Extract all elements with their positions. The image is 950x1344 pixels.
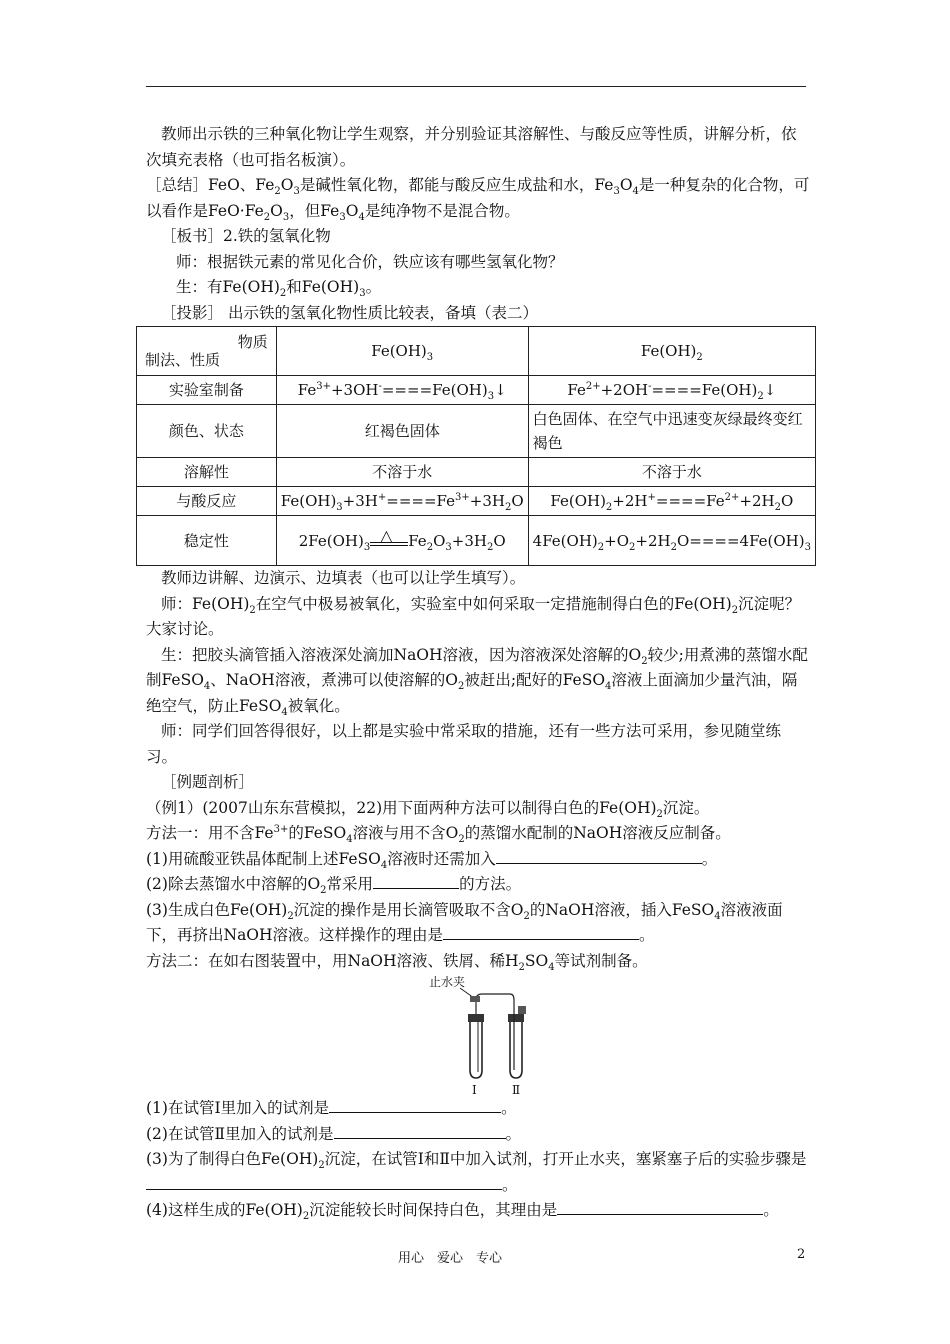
header-feoh3: $Fe(OH)_3$ [276, 327, 528, 376]
question-1-2: (2)除去蒸馏水中溶解的$O_2$常采用 的方法。 [146, 872, 811, 898]
paragraph-summary: ［总结］FeO、$Fe_2O_3$是碱性氧化物，都能与酸反应生成盐和水，$Fe_3O_4$是一种复杂的化合物，可以看作是$FeO\cdot Fe_2O_3$，但$Fe_3O_4$是纯净物不是混合物。 [146, 176, 810, 223]
cell-acid-fe3: $Fe(OH)_3+3H^+====Fe^{3+}+3H_2O$ [276, 487, 528, 516]
clamp-label: 止水夹 [429, 975, 466, 989]
question-1-1: (1)用硫酸亚铁晶体配制上述FeSO$_4$溶液时还需加入 。 [146, 847, 811, 873]
projection-label: ［投影］ [161, 303, 224, 322]
question-2-2: (2)在试管Ⅱ里加入的试剂是 。 [146, 1122, 811, 1148]
method-two: 方法二：在如右图装置中，用NaOH溶液、铁屑、稀$H_2SO_4$等试剂制备。 [146, 951, 648, 973]
clamp-icon [470, 996, 480, 1002]
answer-blank[interactable] [443, 923, 639, 940]
student-answer-2: 生：把胶头滴管插入溶液深处滴加NaOH溶液，因为溶液深处溶解的$O_2$较少;用煮沸的蒸馏水配制FeSO$_4$、NaOH溶液，煮沸可以使溶解的$O_2$被赶出;配好的FeSO$_4$溶液上面滴加少量汽油，隔绝空气，防止FeSO$_4$被氧化。 [146, 645, 808, 718]
header-substance: 物质 [237, 333, 268, 351]
board-label: ［板书］ [161, 227, 224, 245]
question-1-3: (3)生成白色$Fe(OH)_2$沉淀的操作是用长滴管吸取不含$O_2$的NaOH溶液，插入FeSO$_4$溶液液面下，再挤出NaOH溶液。这样操作的理由是 。 [146, 900, 783, 944]
footer-motto: 用心 爱心 专心 [398, 1251, 503, 1266]
cell-prep-fe3: $Fe^{3+}+3OH^-====Fe(OH)_3↓$ [276, 376, 528, 405]
paragraph-board [146, 224, 811, 250]
row-label-stability: 稳定性 [137, 516, 277, 566]
answer-blank[interactable] [373, 872, 459, 889]
cell-color-fe2: 白色固体、在空气中迅速变灰绿最终变红褐色 [528, 405, 815, 458]
cell-prep-fe2: $Fe^{2+}+2OH^-====Fe(OH)_2↓$ [528, 376, 815, 405]
summary-label: ［总结］ [146, 176, 209, 194]
method-one: 方法一：用不含$Fe^{3+}$的FeSO$_4$溶液与用不含$O_2$的蒸馏水配制的NaOH溶液反应制备。 [146, 823, 731, 846]
answer-blank[interactable] [329, 1096, 501, 1113]
table-header-diagonal [137, 327, 277, 376]
heat-triangle-icon: △ [380, 525, 393, 545]
test-tube-apparatus-diagram [426, 974, 536, 1096]
answer-blank[interactable] [557, 1198, 763, 1215]
cell-solubility-fe3: 不溶于水 [276, 458, 528, 487]
student-answer: 生：有$Fe(OH)_2$和$Fe(OH)_3$。 [176, 278, 382, 300]
teacher-reply: 师：同学们回答得很好，以上都是实验中常采取的措施，还有一些方法可采用，参见随堂练习。 [146, 722, 782, 766]
tube-two-label: Ⅱ [512, 1083, 521, 1096]
document-body [146, 122, 811, 1224]
cell-solubility-fe2: 不溶于水 [528, 458, 815, 487]
question-2-4: (4)这样生成的$Fe(OH)_2$沉淀能较长时间保持白色，其理由是 。 [146, 1198, 811, 1224]
hydroxide-comparison-table [136, 326, 816, 566]
row-label-prep: 实验室制备 [137, 376, 277, 405]
paragraph-projection [146, 301, 811, 327]
cell-color-fe3: 红褐色固体 [276, 405, 528, 458]
row-label-solubility: 溶解性 [137, 458, 277, 487]
row-label-acid: 与酸反应 [137, 487, 277, 516]
question-2-1: (1)在试管Ⅰ里加入的试剂是 。 [146, 1096, 811, 1122]
page-number: 2 [797, 1247, 806, 1262]
cell-acid-fe2: $Fe(OH)_2+2H^+====Fe^{2+}+2H_2O$ [528, 487, 815, 516]
test-tube-one [470, 1020, 482, 1078]
header-properties: 制法、性质 [145, 351, 221, 369]
apparatus-figure [146, 974, 811, 1096]
tube-one-label: Ⅰ [472, 1083, 477, 1096]
teacher-question-2: 师：$Fe(OH)_2$在空气中极易被氧化，实验室中如何采取一定措施制得白色的$Fe(OH)_2$沉淀呢？大家讨论。 [146, 594, 801, 638]
row-label-color: 颜色、状态 [137, 405, 277, 458]
header-feoh2: $Fe(OH)_2$ [528, 327, 815, 376]
question-2-3: (3)为了制得白色$Fe(OH)_2$沉淀，在试管Ⅰ和Ⅱ中加入试剂，打开止水夹，塞紧塞子后的实验步骤是。 [146, 1150, 807, 1194]
teacher-question: 师：根据铁元素的常见化合价，铁应该有哪些氢氧化物？ [176, 252, 564, 271]
test-tube-two [510, 1020, 522, 1078]
example-intro: （例1）(2007山东东营模拟，22)用下面两种方法可以制得白色的$Fe(OH)_2$沉淀。 [146, 798, 710, 820]
stopper-one [468, 1014, 484, 1022]
header-rule [146, 86, 806, 87]
projection-text: 出示铁的氢氧化物性质比较表，备填（表二） [227, 303, 538, 322]
paragraph-intro: 教师出示铁的三种氧化物让学生观察，并分别验证其溶解性、与酸反应等性质，讲解分析，依次填充表格（也可指名板演）。 [146, 125, 797, 169]
vent-tube [518, 1006, 526, 1014]
answer-blank[interactable] [146, 1173, 502, 1190]
board-text: 2.铁的氢氧化物 [223, 227, 331, 245]
teacher-note: 教师边讲解、边演示、边填表（也可以让学生填写）。 [161, 569, 526, 587]
stopper-two [508, 1014, 524, 1022]
example-heading: ［例题剖析］ [161, 773, 255, 791]
cell-stability-fe3: $2Fe(OH)_3$ △ $Fe_2O_3+3H_2O$ [276, 516, 528, 566]
answer-blank[interactable] [496, 847, 702, 864]
answer-blank[interactable] [334, 1122, 506, 1139]
cell-stability-fe2: $4Fe(OH)_2+O_2+2H_2O====4Fe(OH)_3$ [528, 516, 815, 566]
